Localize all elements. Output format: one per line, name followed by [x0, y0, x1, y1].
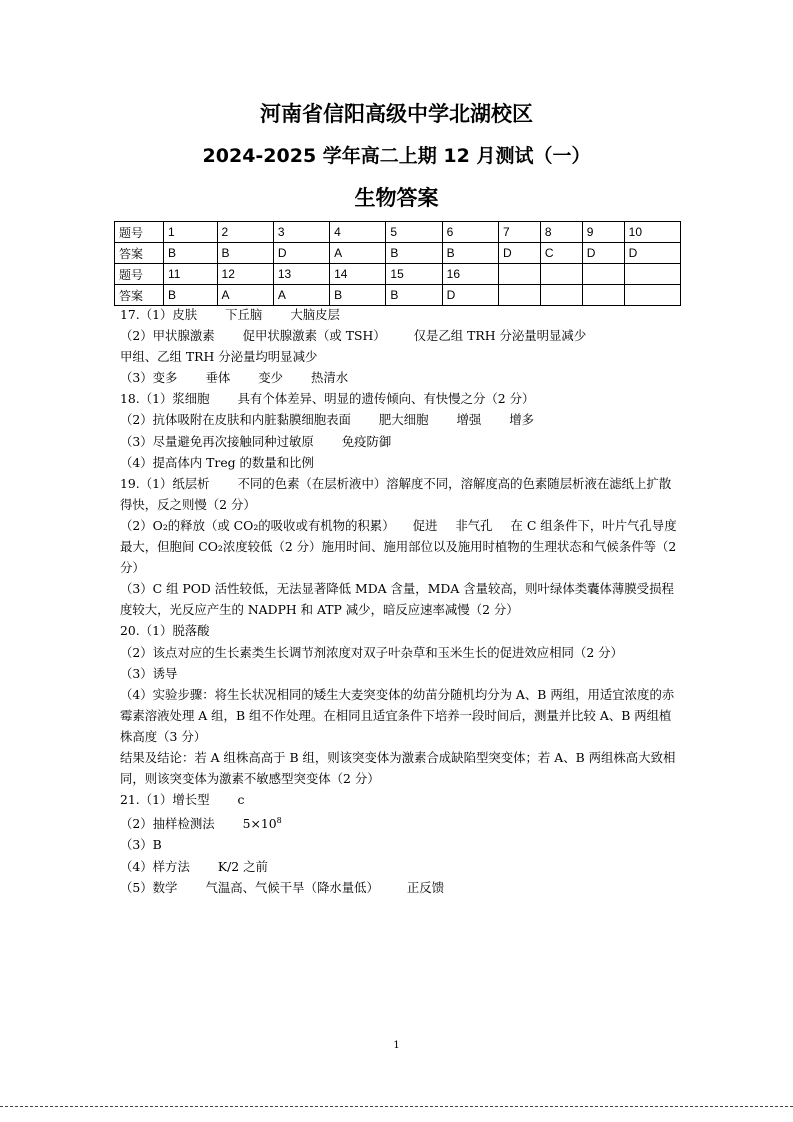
answer-table-cell: D — [273, 243, 329, 264]
answer-text: K/2 之前 — [217, 858, 268, 874]
footer-divider — [0, 1106, 793, 1107]
q17-line2 — [120, 325, 683, 346]
answer-table-cell: 8 — [540, 222, 582, 243]
answer-table-cell: 4 — [330, 222, 386, 243]
answer-text: （5）数学 — [120, 879, 178, 895]
answer-table-cell: B — [164, 285, 218, 306]
answer-text: 气温高、气候干旱（降水量低） — [205, 879, 379, 895]
q21-line3: （3）B — [120, 837, 162, 853]
subject-title: 生物答案 — [354, 186, 439, 210]
q17-line3: 甲组、乙组 TRH 分泌量均明显减少 — [120, 349, 318, 365]
answer-text: 大脑皮层 — [290, 307, 340, 322]
answer-text: c — [237, 792, 245, 808]
answer-table-cell: A — [217, 285, 273, 306]
q20-line1: 20.（1）脱落酸 — [120, 623, 210, 639]
answer-table-cell — [582, 285, 624, 306]
answer-text: 正反馈 — [406, 879, 445, 895]
answer-table-cell: 7 — [498, 222, 540, 243]
answer-text: 5×10 — [242, 816, 277, 832]
answer-text: （3）尽量避免再次接触同种过敏原 — [120, 433, 314, 449]
answer-table-cell: B — [442, 243, 498, 264]
answer-table-cell: 13 — [273, 264, 329, 285]
answer-text: 增强 — [456, 412, 482, 428]
answer-text: （2）抽样检测法 — [120, 816, 215, 832]
answer-table-row — [115, 264, 681, 285]
answer-table-cell — [624, 285, 680, 306]
answer-table-cell: B — [217, 243, 273, 264]
answer-text: （3）变多 — [120, 370, 178, 386]
answer-text: 垂体 — [205, 370, 231, 386]
answer-text: 免疫防御 — [341, 433, 392, 449]
q21-line4 — [120, 856, 683, 877]
answer-table-cell: 11 — [164, 264, 218, 285]
q18-line2 — [120, 409, 683, 430]
answer-table-cell: 10 — [624, 222, 680, 243]
answer-table-cell: B — [386, 285, 442, 306]
answer-table-cell — [498, 285, 540, 306]
answer-table-row — [115, 222, 681, 243]
answer-table-cell — [540, 264, 582, 285]
answer-text: （4）样方法 — [120, 858, 190, 874]
q19-para2 — [120, 515, 683, 578]
answer-text: 在 C 组条件下，叶片气孔导度最大，但胞间 CO₂浓度较低（2 分）施用时间、施用部位以及施用时植物的生理状态和气候条件等（2 分） — [120, 517, 677, 576]
answer-text: 促进 — [412, 517, 438, 533]
answer-table-cell: B — [386, 243, 442, 264]
answer-text: （2）O₂的释放（或 CO₂的吸收或有机物的积累） — [120, 517, 395, 533]
answer-text: 下丘脑 — [225, 307, 263, 322]
answer-table-cell: D — [624, 243, 680, 264]
answer-table-row — [115, 243, 681, 264]
answer-text: 不同的色素（在层析液中）溶解度不同，溶解度高的色素随层析液在滤纸上扩散得快，反之则慢（2 分） — [120, 475, 672, 512]
answer-table-cell: 6 — [442, 222, 498, 243]
q21-line2 — [120, 810, 683, 834]
q20-para4: （4）实验步骤：将生长状况相同的矮生大麦突变体的幼苗分随机均分为 A、B 两组，用适宜浓度的赤霉素溶液处理 A 组，B 组不作处理。在相同且适宜条件下培养一段时间后，测量并比较 A、B 两组植株高度（3 分） — [120, 686, 675, 744]
q17-line4 — [120, 367, 683, 388]
q18-line4: （4）提高体内 Treg 的数量和比例 — [120, 454, 314, 470]
answer-table-cell: D — [498, 243, 540, 264]
q20-para5: 结果及结论：若 A 组株高高于 B 组，则该突变体为激素合成缺陷型突变体；若 A、B 两组株高大致相同，则该突变体为激素不敏感型突变体（2 分） — [120, 749, 676, 787]
q19-para3: （3）C 组 POD 活性较低，无法显著降低 MDA 含量，MDA 含量较高，则叶绿体类囊体薄膜受损程度较大，光反应产生的 NADPH 和 ATP 减少，暗反应速率减慢（2 分） — [120, 581, 674, 618]
q18-line1 — [120, 388, 683, 409]
q18-line3 — [120, 431, 683, 452]
answer-table-cell — [582, 264, 624, 285]
school-title: 河南省信阳高级中学北湖校区 — [260, 102, 533, 126]
answer-table-cell — [540, 285, 582, 306]
page-number: 1 — [393, 1040, 400, 1051]
answer-table-row-header: 答案 — [115, 285, 164, 306]
answer-table-cell: 15 — [386, 264, 442, 285]
answer-text: 21.（1）增长型 — [120, 792, 210, 808]
answer-text: 变少 — [258, 370, 284, 386]
answer-table-row-header: 答案 — [115, 243, 164, 264]
answer-table-cell: A — [273, 285, 329, 306]
answer-table-cell: 12 — [217, 264, 273, 285]
answer-text: 非气孔 — [455, 517, 493, 533]
answer-table-cell: D — [442, 285, 498, 306]
answer-table-cell: 16 — [442, 264, 498, 285]
answer-text: 增多 — [509, 412, 535, 428]
answer-text: （2）抗体吸附在皮肤和内脏黏膜细胞表面 — [120, 412, 351, 428]
answer-table-row-header: 题号 — [115, 222, 164, 243]
answer-text: （2）甲状腺激素 — [120, 328, 215, 344]
answer-table-cell: A — [330, 243, 386, 264]
answer-text: 17.（1）皮肤 — [120, 307, 198, 322]
answer-text: 19.（1）纸层析 — [120, 475, 210, 491]
q17-line1 — [120, 304, 683, 325]
answer-table-cell: 9 — [582, 222, 624, 243]
answer-body — [120, 304, 683, 898]
answer-table-row-header: 题号 — [115, 264, 164, 285]
answer-table-cell: 2 — [217, 222, 273, 243]
answer-table-cell: B — [330, 285, 386, 306]
answer-text: 18.（1）浆细胞 — [120, 391, 210, 407]
answer-table — [114, 221, 681, 306]
answer-table-cell: D — [582, 243, 624, 264]
answer-text: 具有个体差异、明显的遗传倾向、有快慢之分（2 分） — [237, 391, 535, 407]
answer-table-cell — [498, 264, 540, 285]
q21-line1 — [120, 789, 683, 810]
answer-table-cell: 14 — [330, 264, 386, 285]
q19-para1 — [120, 473, 683, 515]
answer-text: 仅是乙组 TRH 分泌量明显减少 — [413, 328, 587, 344]
exam-title: 2024-2025 学年高二上期 12 月测试（一） — [202, 145, 591, 167]
answer-text: 8 — [276, 816, 282, 826]
answer-table-cell: 3 — [273, 222, 329, 243]
answer-text: 促甲状腺激素（或 TSH） — [242, 328, 386, 344]
answer-text: 肥大细胞 — [378, 412, 429, 428]
answer-text: 热清水 — [311, 370, 349, 386]
answer-table-cell: C — [540, 243, 582, 264]
answer-table-cell: B — [164, 243, 218, 264]
answer-table-cell: 5 — [386, 222, 442, 243]
answer-table-cell — [624, 264, 680, 285]
q20-line3: （3）诱导 — [120, 665, 178, 681]
q20-line2: （2）该点对应的生长素类生长调节剂浓度对双子叶杂草和玉米生长的促进效应相同（2 分） — [120, 644, 623, 660]
answer-table-cell: 1 — [164, 222, 218, 243]
q21-line5 — [120, 877, 683, 898]
answer-table-row — [115, 285, 681, 306]
